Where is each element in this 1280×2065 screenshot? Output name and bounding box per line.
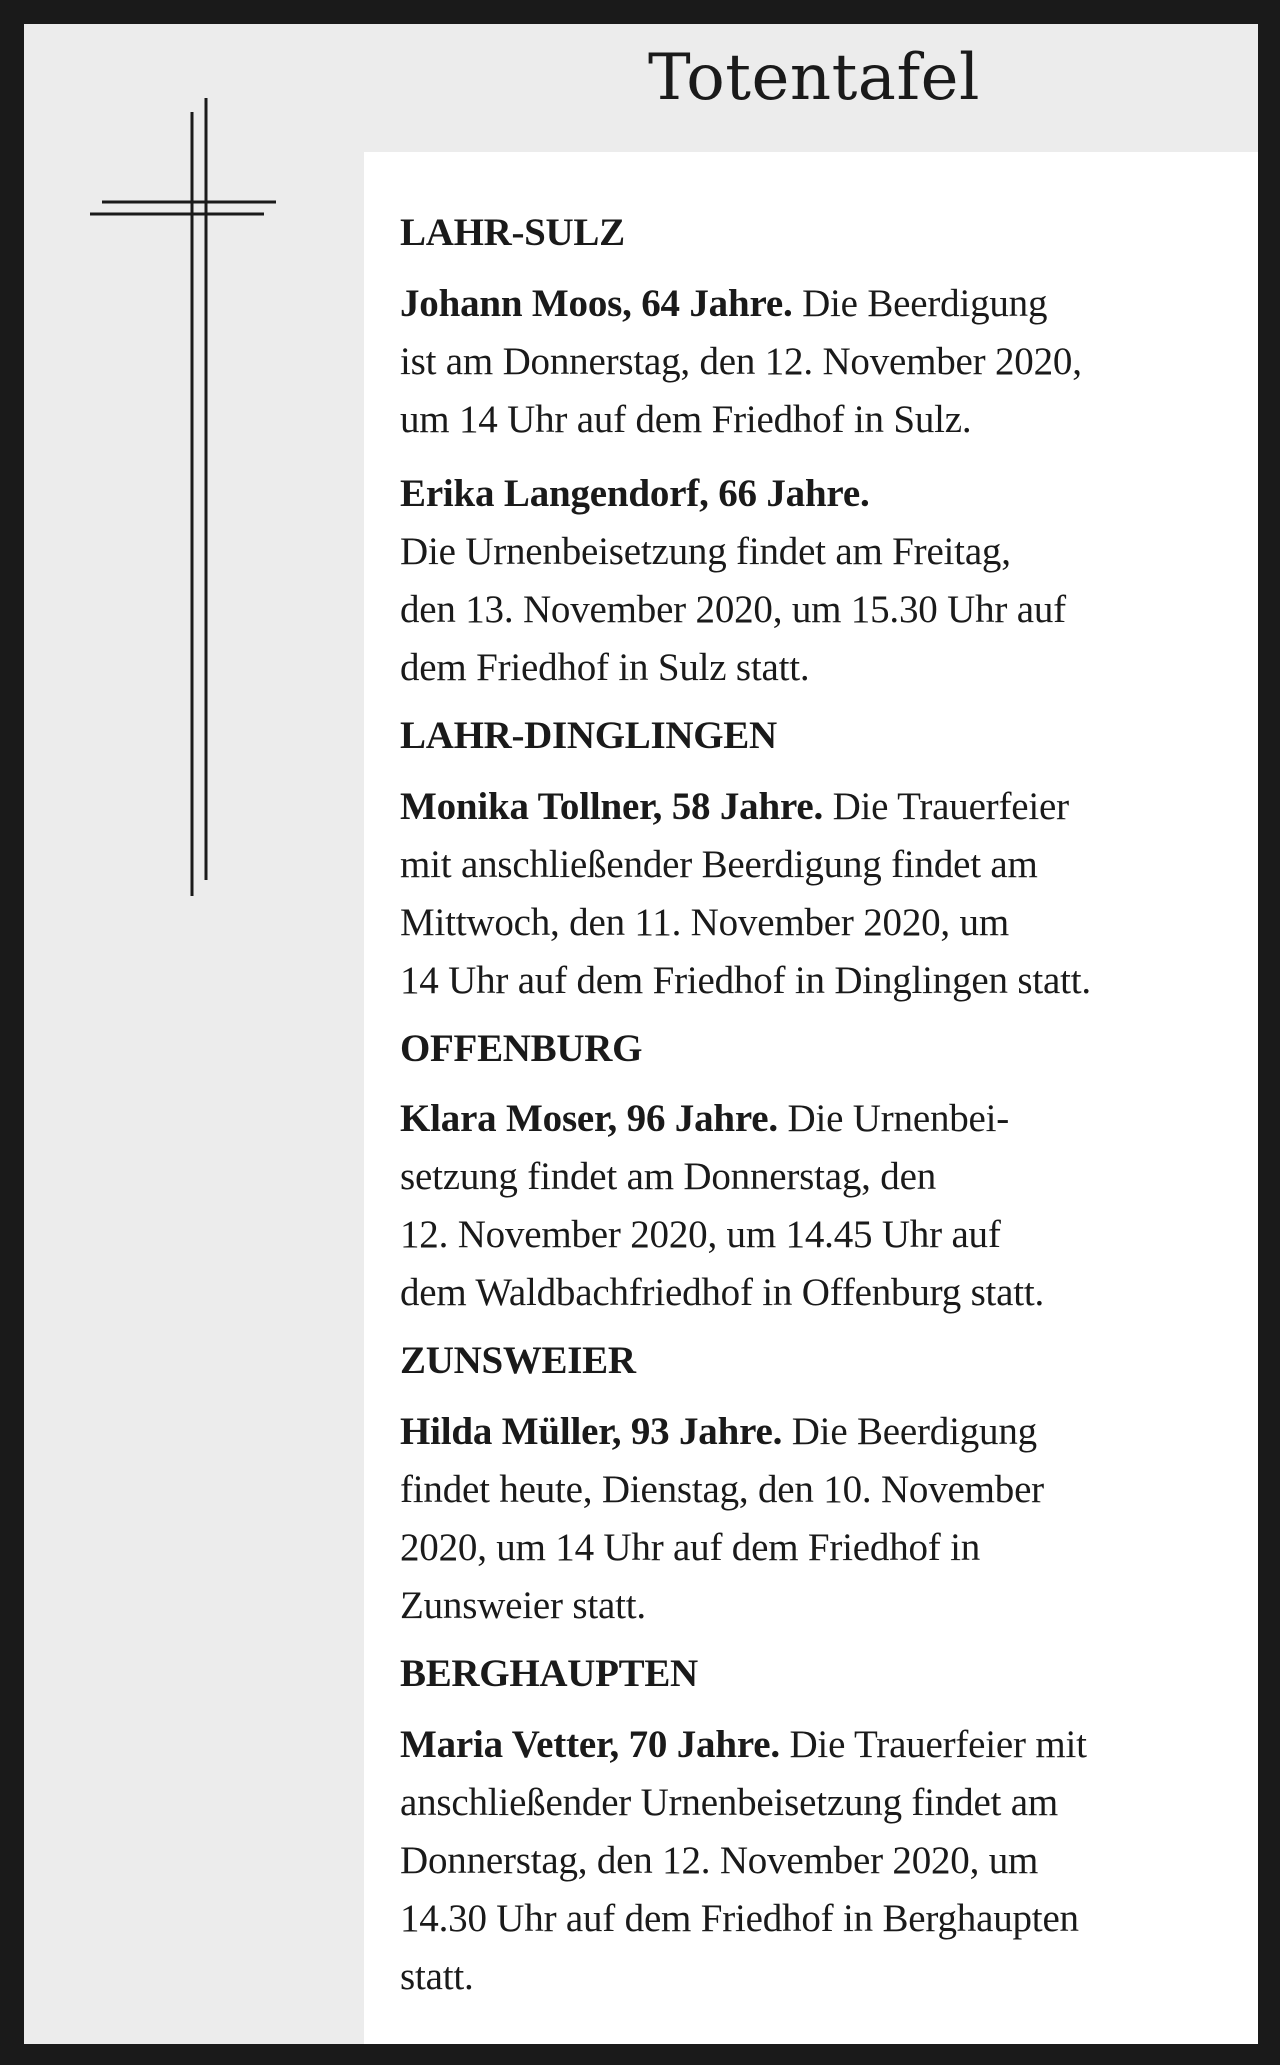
entry-text: dem Friedhof in Sulz statt. — [400, 645, 810, 689]
entry-line — [400, 836, 1238, 894]
entry-text: anschließender Urnenbeisetzung findet am — [400, 1780, 1058, 1824]
entry-text: 12. November 2020, um 14.45 Uhr auf — [400, 1213, 1001, 1257]
entry-line — [400, 1832, 1238, 1890]
entry-text: 14.30 Uhr auf dem Friedhof in Berghaupten — [400, 1896, 1079, 1940]
entry-line — [400, 894, 1238, 952]
obituary-entry — [400, 1090, 1238, 1322]
section-lahr-dinglingen — [400, 713, 1238, 1010]
entry-text: ist am Donnerstag, den 12. November 2020, — [400, 339, 1082, 383]
entry-line — [400, 1890, 1238, 1948]
entry-line — [400, 952, 1238, 1010]
entry-line — [400, 333, 1238, 391]
entry-line — [400, 639, 1238, 697]
obituary-entry — [400, 1403, 1238, 1635]
section-berghaupten — [400, 1651, 1238, 2006]
cross-icon — [88, 70, 308, 900]
region-heading: ZUNSWEIER — [400, 1339, 636, 1383]
entry-line — [400, 1461, 1238, 1519]
region-heading: LAHR-SULZ — [400, 211, 625, 254]
entry-line — [400, 581, 1238, 639]
obituary-entry — [400, 1716, 1238, 2006]
region-heading: OFFENBURG — [400, 1026, 643, 1070]
entry-line — [400, 1774, 1238, 1832]
entry-line — [400, 465, 1238, 523]
entry-text: Die Beerdigung — [792, 281, 1048, 325]
deceased-name: Monika Tollner, 58 Jahre. — [400, 784, 824, 828]
entry-text: Die Trauerfeier mit — [779, 1722, 1087, 1766]
entry-text: den 13. November 2020, um 15.30 Uhr auf — [400, 587, 1066, 631]
page-title: Totentafel — [648, 41, 980, 115]
entry-line — [400, 778, 1238, 836]
entry-text: Mittwoch, den 11. November 2020, um — [400, 900, 1009, 944]
entry-line — [400, 1948, 1238, 2006]
entry-text: Zunsweier statt. — [400, 1584, 646, 1628]
obituary-entry — [400, 275, 1238, 449]
entry-text: 2020, um 14 Uhr auf dem Friedhof in — [400, 1526, 981, 1570]
entry-text: setzung findet am Donnerstag, den — [400, 1155, 936, 1199]
notices-column — [364, 152, 1258, 2044]
entry-line — [400, 1577, 1238, 1635]
entry-line — [400, 1519, 1238, 1577]
entry-text: dem Waldbachfriedhof in Offenburg statt. — [400, 1271, 1045, 1315]
entry-line — [400, 1148, 1238, 1206]
region-heading: BERGHAUPTEN — [400, 1652, 698, 1696]
entry-text: findet heute, Dienstag, den 10. November — [400, 1468, 1044, 1512]
deceased-name: Erika Langendorf, 66 Jahre. — [400, 471, 870, 515]
section-offenburg — [400, 1026, 1238, 1323]
entry-text: statt. — [400, 1954, 474, 1998]
entry-line — [400, 1090, 1238, 1148]
entry-text: mit anschließender Beerdigung findet am — [400, 842, 1038, 886]
deceased-name: Hilda Müller, 93 Jahre. — [400, 1410, 783, 1454]
deceased-name: Johann Moos, 64 Jahre. — [400, 281, 793, 325]
entry-line — [400, 1716, 1238, 1774]
section-lahr-sulz — [400, 210, 1238, 697]
deceased-name: Klara Moser, 96 Jahre. — [400, 1097, 778, 1141]
entry-line — [400, 1206, 1238, 1264]
entry-line — [400, 391, 1238, 449]
entry-text: Die Urnenbei- — [777, 1097, 1010, 1141]
section-zunsweier — [400, 1338, 1238, 1635]
entry-text: Die Trauerfeier — [823, 784, 1069, 828]
obituary-entry — [400, 778, 1238, 1010]
deceased-name: Maria Vetter, 70 Jahre. — [400, 1722, 780, 1766]
entry-text: um 14 Uhr auf dem Friedhof in Sulz. — [400, 397, 972, 441]
entry-line — [400, 1264, 1238, 1322]
entry-text: Die Beerdigung — [782, 1410, 1037, 1454]
obituary-panel — [24, 24, 1258, 2044]
entry-text: Donnerstag, den 12. November 2020, um — [400, 1838, 1039, 1882]
entry-line — [400, 523, 1238, 581]
obituary-entry — [400, 465, 1238, 697]
entry-text: 14 Uhr auf dem Friedhof in Dinglingen statt. — [400, 958, 1091, 1002]
entry-line — [400, 275, 1238, 333]
region-heading: LAHR-DINGLINGEN — [400, 713, 777, 757]
entry-text: Die Urnenbeisetzung findet am Freitag, — [400, 529, 1011, 573]
entry-line — [400, 1403, 1238, 1461]
